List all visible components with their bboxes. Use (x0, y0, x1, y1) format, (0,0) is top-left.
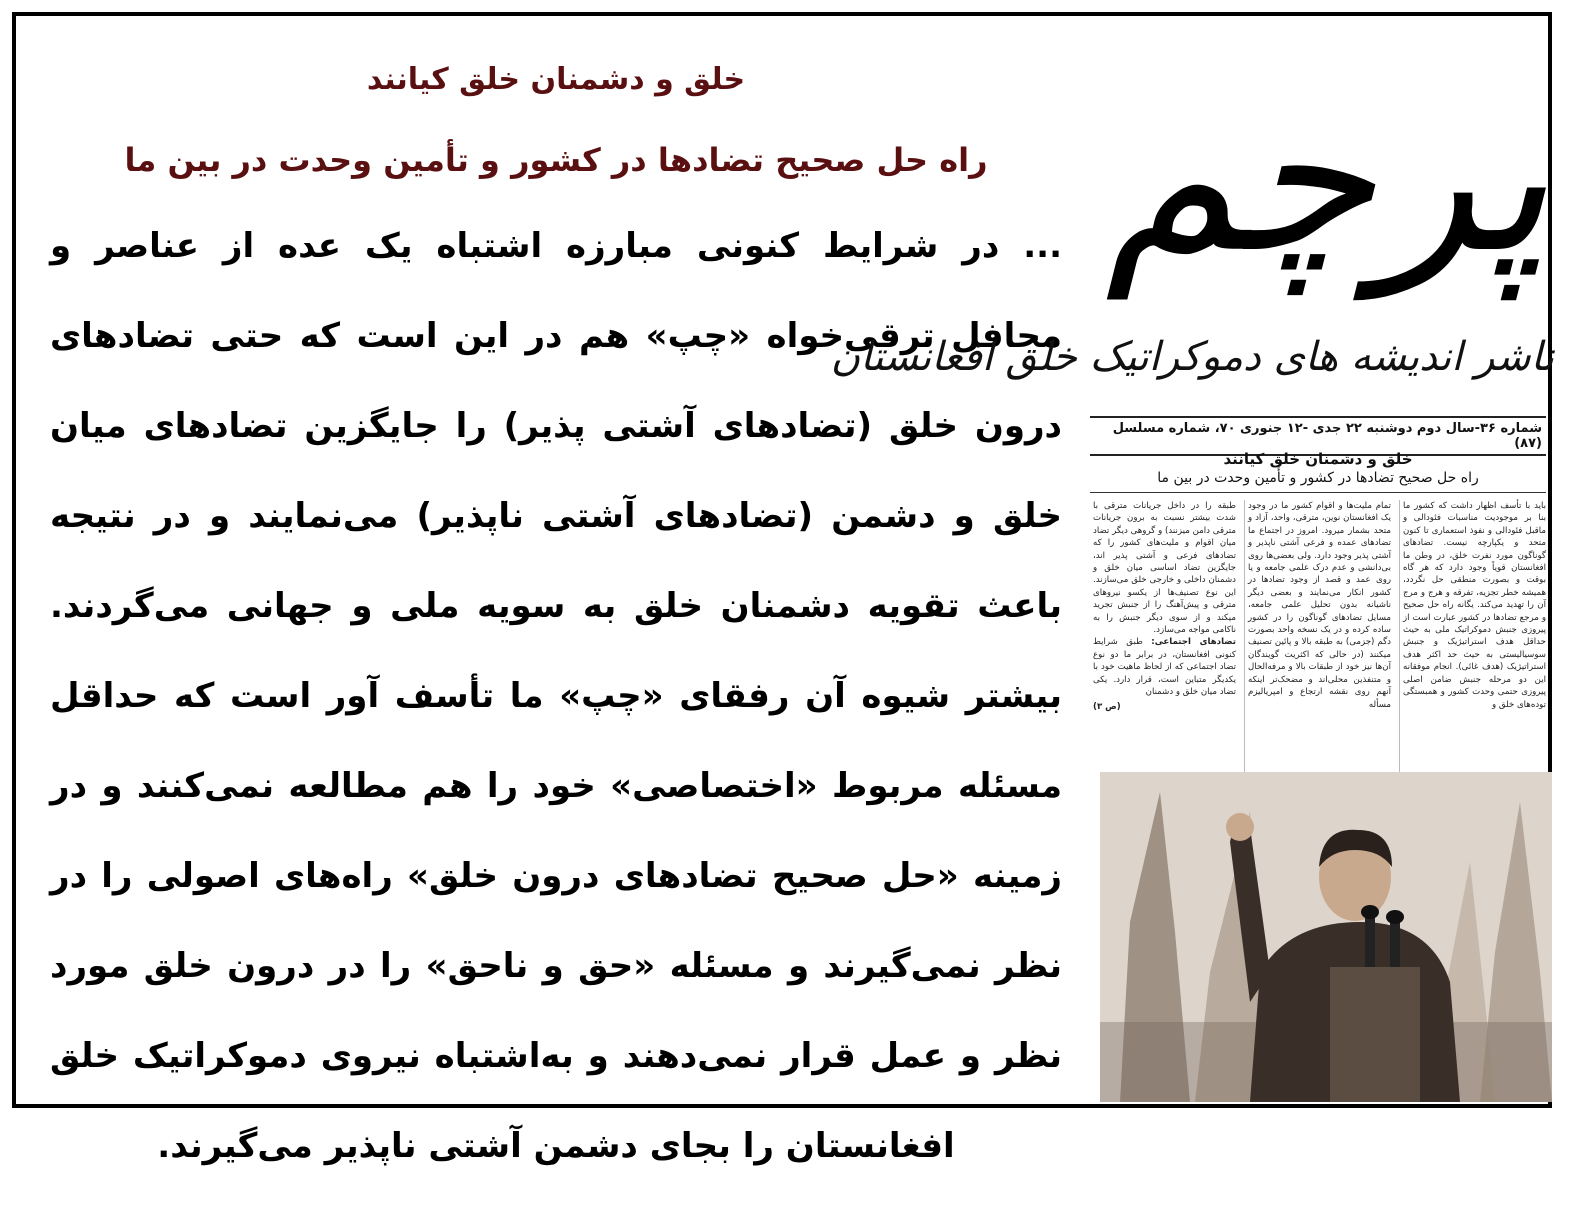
article-column-2 (1244, 500, 1391, 782)
quote-column (46, 56, 1066, 1225)
masthead-logo (1105, 44, 1549, 334)
page-frame (12, 12, 1554, 1166)
clipping-rule (1090, 492, 1546, 493)
newspaper-masthead (1105, 44, 1549, 334)
column-text: طبق شرایط کنونی افغانستان، در برابر ما دو نوع تضاد اجتماعی که از لحاظ ماهیت خود با یکدیگر متباین است، قرار دارد. یکی تضاد میان خلق و دشمنان (1093, 637, 1236, 698)
article-column-1 (1399, 500, 1546, 782)
masthead-text: پرچم (1105, 54, 1549, 299)
issue-line: شماره ۳۶-سال دوم دوشنبه ۲۲ جدی -۱۲ جنوری ۷۰، شماره مسلسل (۸۷) (1090, 416, 1546, 456)
clipping-headline: خلق و دشمنان خلق کیانند (1223, 450, 1413, 468)
column-subhead: تضادهای اجتماعی: (1151, 637, 1236, 648)
column-text: طبقه را در داخل جریانات مترقی با شدت بیشتر نسبت به برون جریانات مترقی دامن میزنند) و گروهی دیگر تضاد میان اقوام و ملیت‌های کشور را که تضادهای فرعی و آشتی پذیر اند، جایگزین تضاد اساسی میان خلق و دشمنان داخلی و خارجی خلق می‌سازند. این نوع تصنیف‌ها از یکسو نیروهای مترقی و پیش‌آهنگ را از جنبش تجرید میکند و از سوی دیگر جنبش را به ناکامی مواجه می‌سازد. (1093, 501, 1236, 636)
newspaper-subtitle: ناشر اندیشه های دموکراتیک خلق افغانستان (830, 334, 1554, 380)
column-text: باید با تأسف اظهار داشت که کشور ما بنا بر موجودیت مناسبات فئودالی و ماقبل فئودالی و نفوذ استعماری تا کنون متحد و یکپارچه نیست. تضادهای گوناگون مورد نفرت خلق، در وطن ما افغانستان قویاً وجود دارد که هر گاه بوقت و بصورت منطقی حل نگردد، همیشه خطر تجزیه، تفرقه و هرج و مرج آن را تهدید می‌کند. یگانه راه حل صحیح و مرجع تضادها در کشور عبارت است از پیروزی جنبش دموکراتیک ملی به حیث حداقل هدف استراتیژیک و جنبش سوسیالیستی به حیث حد اکثر هدف استراتیژیک (هدف غائی). انجام موفقانه این دو مرحله جنبش ضامن اصلی پیروزی حتمی وحدت کشور و همبستگی توده‌های خلق و (1403, 501, 1546, 710)
column-text: تمام ملیت‌ها و اقوام کشور ما در وجود یک افغانستان نوین، مترقی، واحد، آزاد و متحد بشمار میرود. امروز در اجتماع ما تضادهای عمده و فرعی آشتی ناپذیر و آشتی پذیر وجود دارد. ولی بعضی‌ها روی بی‌دانشی و عدم درک علمی جامعه و یا روی عمد و قصد از وجود تضادها در کشور انکار می‌نمایند و بعضی دیگر ناشیانه بدون تحلیل علمی جامعه، مسایل تضادهای گوناگون را در کشور ساده کرده و در یک نسخه واحد بصورت دگم (جزمی) به طبقه بالا و پائین تصنیف میکنند (در حالی که اکثریت گویندگان آن‌ها نیز خود از طبقات بالا و مرفه‌الحال و متنفذین محلی‌اند و مضحک‌تر اینکه آنهم روی نقشه ارتجاع و امپریالیزم مسأله (1248, 501, 1391, 710)
quote-body: ... در شرایط کنونی مبارزه اشتباه یک عده از عناصر و محافل ترقی‌خواه «چپ» هم در این است که حتی تضادهای درون خلق (تضادهای آشتی پذیر) را جایگزین تضادهای میان خلق و دشمن (تضادهای آشتی ناپذیر) می‌نمایند و در نتیجه باعث تقویه دشمنان خلق به سویه ملی و جهانی می‌گردند. بیشتر شیوه آن رفقای «چپ» ما تأسف آور است که حداقل مسئله مربوط «اختصاصی» خود را هم مطالعه نمی‌کنند و در زمینه «حل صحیح تضادهای درون خلق» راه‌های اصولی را در نظر نمی‌گیرند و مسئله «حق و ناحق» را در درون خلق مورد نظر و عمل قرار نمی‌دهند و به‌اشتباه نیروی دموکراتیک خلق افغانستان را بجای دشمن آشتی ناپذیر می‌گیرند. (50, 226, 1062, 1166)
quote-subheadline: راه حل صحیح تضادها در کشور و تأمین وحدت در بین ما (124, 141, 988, 179)
newspaper-clipping (830, 44, 1554, 1110)
article-columns (1090, 500, 1546, 782)
quote-headline: خلق و دشمنان خلق کیانند (366, 62, 746, 97)
article-column-3 (1090, 500, 1236, 782)
page-reference: (ص ۳) (1093, 701, 1121, 712)
clipping-subheadline: راه حل صحیح تضادها در کشور و تأمین وحدت در بین ما (1157, 470, 1479, 486)
speaker-photo (1100, 772, 1552, 1102)
speaker-photo-image (1100, 772, 1552, 1102)
